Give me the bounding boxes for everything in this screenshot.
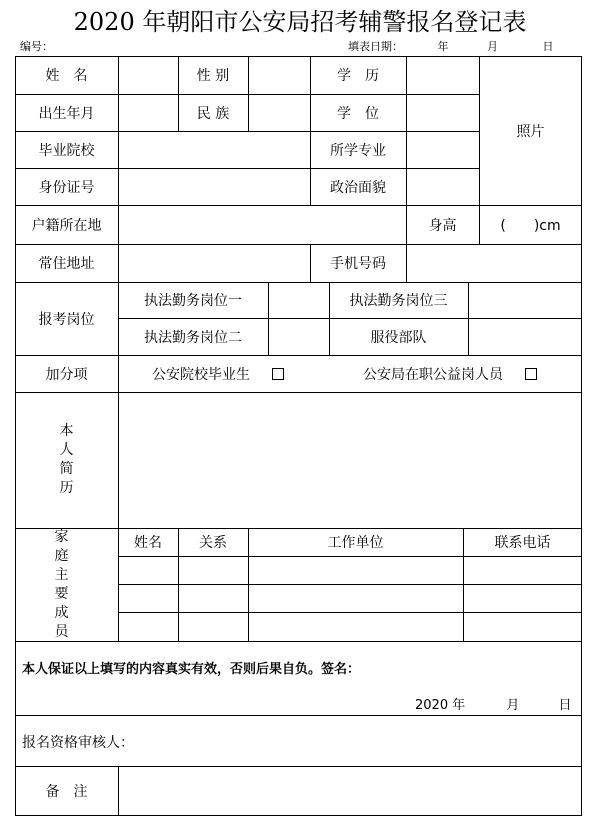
- checkbox-icon[interactable]: [525, 368, 537, 380]
- fill-date-year: 年: [437, 40, 449, 53]
- gender-field[interactable]: [248, 56, 310, 94]
- family-label-text: 家庭主要成员: [54, 528, 79, 640]
- fill-date-day: 日: [542, 40, 554, 53]
- pledge-month: 月: [506, 698, 520, 713]
- family-col-work: 工作单位: [327, 535, 384, 551]
- pledge-day: 日: [558, 698, 572, 713]
- label-resume: [15, 392, 118, 528]
- family-col-relation: 关系: [199, 535, 227, 551]
- label-hukou: 户籍所在地: [31, 217, 102, 234]
- label-pos1: 执法勤务岗位一: [144, 293, 242, 309]
- label-pos2: 执法勤务岗位二: [144, 329, 242, 346]
- label-birth: 出生年月: [38, 105, 95, 122]
- pledge-text: 本人保证以上填写的内容真实有效，否则后果自负。签名：: [22, 662, 361, 677]
- name-field[interactable]: [118, 56, 178, 94]
- label-unit: 服役部队: [370, 329, 427, 346]
- family-col-name: 姓名: [134, 535, 162, 551]
- family-col-phone: 联系电话: [494, 535, 551, 551]
- page-title: 2020 年朝阳市公安局招考辅警报名登记表: [73, 8, 527, 36]
- label-address: 常住地址: [38, 256, 95, 272]
- pledge-year: 2020 年: [415, 698, 466, 713]
- label-family: [15, 528, 118, 641]
- remark-field[interactable]: [118, 766, 582, 816]
- bonus-option-2-label: 公安局在职公益岗人员: [363, 366, 503, 383]
- education-field[interactable]: [406, 56, 479, 94]
- label-position: 报考岗位: [38, 311, 95, 328]
- resume-label-text: 本人简历: [59, 423, 74, 496]
- bonus-option-1-label: 公安院校毕业生: [152, 366, 250, 383]
- label-bonus: 加分项: [45, 366, 88, 383]
- bonus-option-1[interactable]: [118, 355, 318, 392]
- label-school: 毕业院校: [38, 142, 95, 159]
- auditor-label: 报名资格审核人：: [22, 735, 134, 751]
- label-education: 学 历: [337, 68, 379, 84]
- label-gender: 性 别: [196, 68, 230, 84]
- label-major: 所学专业: [330, 142, 386, 159]
- label-political: 政治面貌: [330, 179, 386, 196]
- checkbox-icon[interactable]: [272, 368, 284, 380]
- bonus-option-2[interactable]: [318, 355, 582, 392]
- label-name: 姓 名: [45, 68, 88, 84]
- label-phone: 手机号码: [330, 256, 386, 272]
- height-field[interactable]: ( )cm: [500, 217, 561, 234]
- fill-date-label: 填表日期：: [348, 40, 403, 53]
- number-label: 编号：: [20, 40, 53, 53]
- fill-date-month: 月: [487, 40, 498, 53]
- label-remark: 备 注: [45, 784, 88, 800]
- label-degree: 学 位: [337, 105, 379, 122]
- label-height: 身高: [428, 217, 457, 234]
- label-ethnicity: 民 族: [196, 105, 230, 122]
- pledge-date: [415, 694, 572, 713]
- label-pos3: 执法勤务岗位三: [349, 293, 448, 309]
- label-id-number: 身份证号: [38, 179, 95, 196]
- fill-date: [348, 38, 554, 54]
- photo-area[interactable]: 照片: [516, 123, 545, 140]
